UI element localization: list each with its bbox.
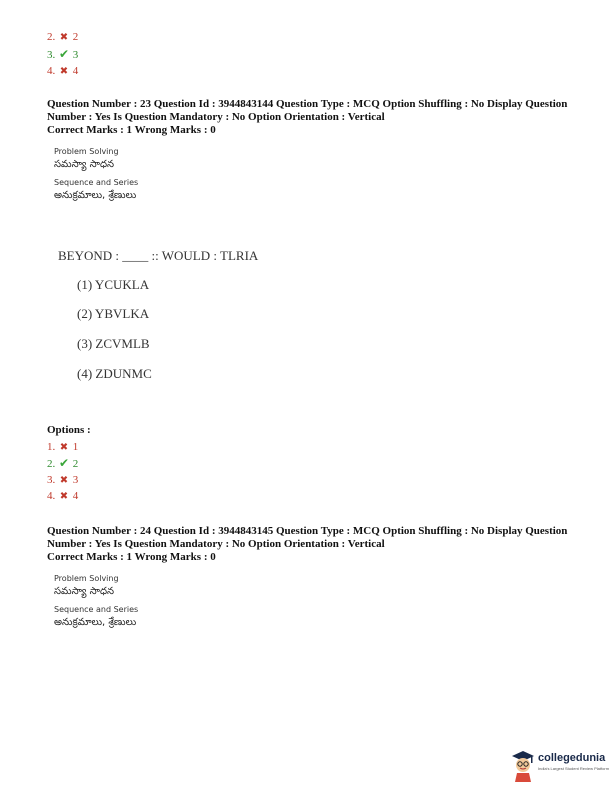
q23-option-2	[47, 456, 78, 471]
option-value: 3	[72, 49, 79, 61]
prev-option-4	[47, 64, 78, 79]
q24-topic2-en: Sequence and Series	[54, 605, 139, 614]
option-number: 3.	[47, 474, 56, 486]
q24-marks: Correct Marks : 1 Wrong Marks : 0	[47, 551, 216, 563]
q23-option-1	[47, 440, 78, 455]
logo-tagline: India's Largest Student Review Platform	[538, 766, 610, 771]
option-value: 3	[72, 474, 79, 486]
q23-option-3	[47, 473, 78, 488]
q23-topic2-en: Sequence and Series	[54, 178, 139, 187]
q23-question-text: BEYOND : ____ :: WOULD : TLRIA	[58, 248, 259, 263]
option-value: 2	[72, 458, 79, 470]
q23-option-4	[47, 489, 78, 504]
q23-header-line2: Number : Yes Is Question Mandatory : No Option Orientation : Vertical	[47, 111, 385, 123]
option-number: 3.	[47, 49, 56, 61]
option-value: 2	[72, 31, 79, 43]
option-number: 2.	[47, 458, 56, 470]
option-number: 4.	[47, 65, 56, 77]
option-number: 4.	[47, 490, 56, 502]
cross-icon: ✖	[59, 475, 69, 486]
option-value: 1	[72, 441, 79, 453]
cross-icon: ✖	[59, 491, 69, 502]
cross-icon: ✖	[59, 32, 69, 43]
prev-option-2	[47, 30, 78, 45]
option-number: 1.	[47, 441, 56, 453]
check-icon: ✔	[58, 47, 70, 61]
q23-topic1-te: సమస్యా సాధన	[54, 159, 115, 170]
cross-icon: ✖	[59, 442, 69, 453]
q23-choice-1: (1) YCUKLA	[77, 277, 150, 292]
q23-topic2-te: అనుక్రమాలు, శ్రేణులు	[54, 190, 137, 201]
q23-choice-3: (3) ZCVMLB	[77, 336, 150, 351]
q24-topic1-en: Problem Solving	[54, 574, 119, 583]
logo-name: collegedunia	[538, 752, 606, 764]
q23-header-line1: Question Number : 23 Question Id : 3944843144 Question Type : MCQ Option Shuffling : No Display Question	[47, 98, 568, 110]
collegedunia-logo	[510, 748, 610, 784]
option-value: 4	[72, 65, 79, 77]
q23-choice-4: (4) ZDUNMC	[77, 366, 152, 381]
cross-icon: ✖	[59, 66, 69, 77]
check-icon: ✔	[58, 456, 70, 470]
student-mascot-icon	[510, 748, 536, 782]
q23-header	[47, 98, 587, 137]
q23-choice-2: (2) YBVLKA	[77, 306, 150, 321]
q23-topic1-en: Problem Solving	[54, 147, 119, 156]
q24-header	[47, 525, 587, 564]
q24-header-line2: Number : Yes Is Question Mandatory : No Option Orientation : Vertical	[47, 538, 385, 550]
q24-header-line1: Question Number : 24 Question Id : 3944843145 Question Type : MCQ Option Shuffling : No Display Question	[47, 525, 568, 537]
q23-options-label: Options :	[47, 424, 91, 436]
q24-topic2-te: అనుక్రమాలు, శ్రేణులు	[54, 617, 137, 628]
q24-topic1-te: సమస్యా సాధన	[54, 586, 115, 597]
q23-marks: Correct Marks : 1 Wrong Marks : 0	[47, 124, 216, 136]
prev-option-3	[47, 47, 78, 62]
option-number: 2.	[47, 31, 56, 43]
option-value: 4	[72, 490, 79, 502]
